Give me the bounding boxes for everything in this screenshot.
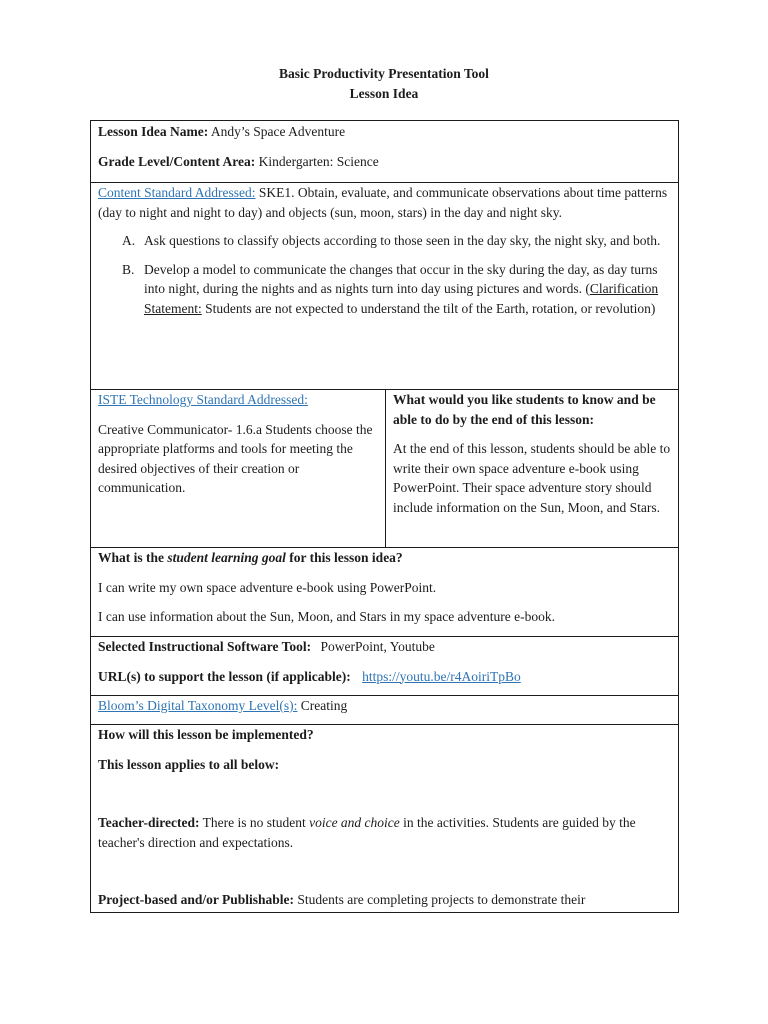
outcomes-answer: At the end of this lesson, students should be able to write their own space adventure e-book using PowerPoint. Their space adventure story should include information on the Sun, Moon, and Stars. xyxy=(393,441,671,515)
standard-item-a xyxy=(98,231,671,251)
lesson-name-value: Andy’s Space Adventure xyxy=(210,124,346,139)
learning-goal-row xyxy=(91,547,678,636)
teacher-directed-label: Teacher-directed: xyxy=(98,815,200,830)
standard-item-text xyxy=(144,260,661,319)
content-standard-text: SKE1. Obtain, evaluate, and communicate observations about time patterns (day to night and night to day) and objects (sun, moon, stars) in the day and night sky. xyxy=(98,185,668,220)
goal-question-start: What is the xyxy=(98,550,168,565)
outcomes-cell xyxy=(386,390,678,547)
lesson-info-row xyxy=(91,121,678,182)
content-standard-paragraph xyxy=(98,183,671,222)
iste-text: Creative Communicator- 1.6.a Students choose the appropriate platforms and tools for meeting the desired objectives of their creation or communication. xyxy=(98,421,373,495)
standard-item-b xyxy=(98,260,671,319)
teacher-directed-emphasis: voice and choice xyxy=(309,815,400,830)
implementation-row xyxy=(91,724,678,912)
list-marker: B. xyxy=(122,261,135,277)
teacher-directed-text-end: in the activities. Students are guided by the teacher's direction and expectations. xyxy=(98,815,636,850)
implementation-question: How will this lesson be implemented? xyxy=(98,727,314,742)
teacher-directed-paragraph xyxy=(98,813,671,852)
software-value: PowerPoint, Youtube xyxy=(320,639,435,654)
lesson-name-label: Lesson Idea Name: xyxy=(98,124,209,139)
goal-question-emphasis: student learning goal xyxy=(167,550,286,565)
implementation-applies: This lesson applies to all below: xyxy=(98,756,280,772)
software-row xyxy=(91,636,678,695)
standard-item-b-text: Develop a model to communicate the changes that occur in the sky during the day, as day turns into night, during the nights and as nights turn into day using pictures and words. ( xyxy=(144,261,658,296)
url-line xyxy=(98,667,671,687)
url-label: URL(s) to support the lesson (if applicable): xyxy=(98,668,351,684)
teacher-directed-text: There is no student xyxy=(199,815,310,830)
bloom-row xyxy=(91,695,678,724)
grade-line xyxy=(98,152,671,172)
project-based-paragraph xyxy=(98,890,671,910)
content-standard-row xyxy=(91,182,678,389)
standards-outcomes-row xyxy=(91,389,678,547)
bloom-value: Creating xyxy=(300,698,348,713)
grade-label: Grade Level/Content Area: xyxy=(98,153,256,169)
outcomes-question: What would you like students to know and be able to do by the end of this lesson: xyxy=(393,392,656,427)
iste-heading xyxy=(98,390,378,410)
grade-value: Kindergarten: Science xyxy=(258,153,379,169)
software-line xyxy=(98,637,671,657)
project-based-text: Students are completing projects to demonstrate their xyxy=(294,892,586,907)
iste-cell xyxy=(91,390,386,547)
goal-statement-1: I can write my own space adventure e-book using PowerPoint. xyxy=(98,579,437,595)
content-standard-label[interactable]: Content Standard Addressed: xyxy=(98,185,256,200)
lesson-name-line xyxy=(98,122,671,142)
bloom-label[interactable]: Bloom’s Digital Taxonomy Level(s): xyxy=(98,698,298,713)
project-based-label: Project-based and/or Publishable: xyxy=(98,892,295,907)
youtube-link[interactable]: https://youtu.be/r4AoiriTpBo xyxy=(362,668,521,684)
goal-question-end: for this lesson idea? xyxy=(285,550,403,565)
goal-statement-2: I can use information about the Sun, Moon, and Stars in my space adventure e-book. xyxy=(98,609,556,624)
learning-goal-question xyxy=(98,548,671,568)
standard-item-text: Ask questions to classify objects according to those seen in the day sky, the night sky, and both. xyxy=(144,233,661,248)
iste-label[interactable]: ISTE Technology Standard Addressed: xyxy=(98,392,308,407)
title-line: Basic Productivity Presentation Tool xyxy=(279,66,489,81)
standard-item-b-clarification: Students are not expected to understand the tilt of the Earth, rotation, or revolution) xyxy=(201,300,656,316)
software-label: Selected Instructional Software Tool: xyxy=(98,639,312,654)
subtitle-line: Lesson Idea xyxy=(349,86,419,101)
bloom-line xyxy=(98,696,671,716)
list-marker: A. xyxy=(122,233,136,248)
clarification-label: Clarification Statement: xyxy=(144,281,659,316)
document-title xyxy=(0,64,768,104)
lesson-table xyxy=(90,120,679,913)
